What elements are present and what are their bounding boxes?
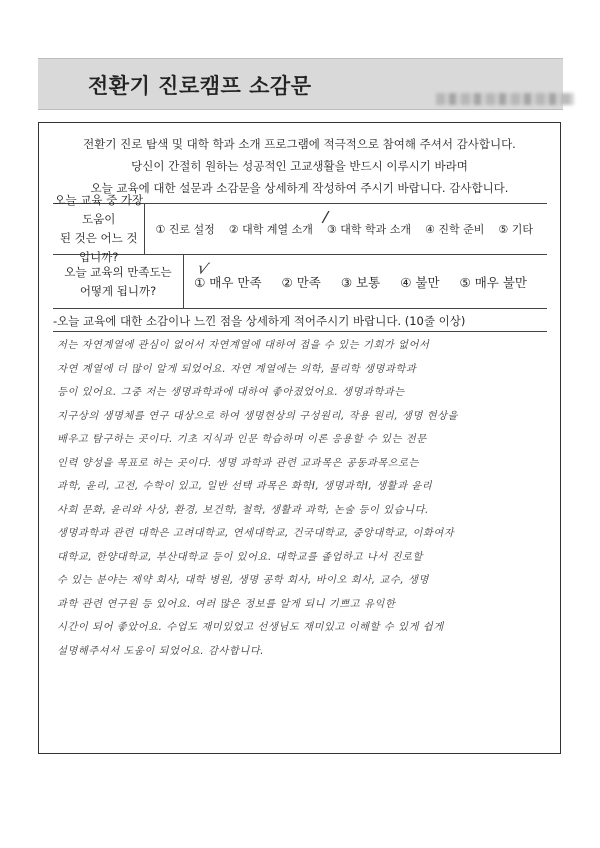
intro-line: 오늘 교육에 대한 설문과 소감문을 상세하게 작성하여 주시기 바랍니다. 감사합니다. [90,181,509,195]
answer-area[interactable] [53,331,547,665]
answer-line: 자연 계열에 더 많이 알게 되었어요. 자연 계열에는 의학, 물리학 생명과학과 [57,363,417,375]
question-options [184,255,547,308]
intro-text [39,133,560,199]
question-options [145,204,547,254]
answer-line: 시간이 되어 좋았어요. 수업도 재미있었고 선생님도 재미있고 이해할 수 있게 쉽게 [57,622,444,633]
title-bar [38,58,563,110]
question-row-helpful [53,193,547,264]
option-radio-selected[interactable]: ① 매우 만족 [194,274,262,290]
answer-line: 수 있는 분야는 제약 회사, 대학 병원, 생명 공학 회사, 바이오 회사, 교수, 생명 [57,575,429,586]
answer-line: 등이 있어요. 그중 저는 생명과학과에 대하여 좋아졌었어요. 생명과학과는 [57,387,405,398]
question-label-line: 오늘 교육의 만족도는 [64,264,172,279]
answer-line: 과학 관련 연구원 등 있어요. 여러 많은 정보를 알게 되니 기쁘고 유익한 [57,598,396,610]
question-row-satisfaction [53,255,547,309]
answer-line: 생명과학과 관련 대학은 고려대학교, 연세대학교, 건국대학교, 중앙대학교, 이화여자 [57,528,455,539]
question-label-line: 오늘 교육 중 가장 도움이 [54,193,144,226]
answer-line: 지구상의 생명체를 연구 대상으로 하여 생명현상의 구성원리, 작용 원리, 생명 현상을 [57,410,459,422]
option-radio[interactable]: ② 만족 [281,274,321,290]
intro-line: 전환기 진로 탐색 및 대학 학과 소개 프로그램에 적극적으로 참여해 주셔서 감사합니다. [83,137,516,151]
questions-table [53,193,547,309]
check-mark-icon: √ [195,257,211,280]
option-radio[interactable]: ⑤ 기타 [498,223,533,236]
answer-line: 과학, 윤리, 고전, 수학이 있고, 일반 선택 과목은 화학Ⅰ, 생명과학Ⅰ, 생활과 윤리 [57,481,433,492]
option-radio[interactable]: ③ 보통 [340,274,381,290]
answer-line: 배우고 탐구하는 곳이다. 기초 지식과 인문 학습하며 이론 응용할 수 있는 전문 [57,434,427,445]
question-label-line: 어떻게 됩니까? [79,283,157,298]
answer-line: 사회 문화, 윤리와 사상, 환경, 보건학, 철학, 생활과 과학, 논술 등이 있습니다. [57,504,429,516]
question-label [53,255,184,308]
check-mark-icon: / [321,206,331,227]
option-radio-selected[interactable]: ③ 대학 학과 소개 [326,223,412,236]
answer-prompt: -오늘 교육에 대한 소감이나 느낀 점을 상세하게 적어주시기 바랍니다. (10줄 이상) [53,314,466,328]
option-radio[interactable]: ② 대학 계열 소개 [228,223,313,236]
handwritten-answer [53,332,547,665]
question-label [53,193,145,264]
page-title: 전환기 진로캠프 소감문 [88,74,312,98]
option-radio[interactable]: ① 진로 설정 [155,223,215,236]
redacted-name [436,93,574,105]
option-radio[interactable]: ④ 불만 [400,274,440,290]
answer-line: 대학교, 한양대학교, 부산대학교 등이 있어요. 대학교를 졸업하고 나서 진로할 [57,551,423,563]
option-radio[interactable]: ④ 진학 준비 [425,223,485,236]
option-radio[interactable]: ⑤ 매우 불만 [459,274,527,290]
question-label-line: 된 것은 어느 것 입니까? [59,231,138,264]
answer-line: 설명해주셔서 도움이 되었어요. 감사합니다. [57,645,265,657]
answer-line: 저는 자연계열에 관심이 없어서 자연계열에 대하여 접을 수 있는 기회가 없어서 [57,340,430,351]
survey-form [38,122,561,754]
answer-line: 인력 양성을 목표로 하는 곳이다. 생명 과학과 관련 교과목은 공동과목으로는 [57,457,420,469]
intro-line: 당신이 간절히 원하는 성공적인 고교생활을 반드시 이루시기 바라며 [131,159,468,173]
